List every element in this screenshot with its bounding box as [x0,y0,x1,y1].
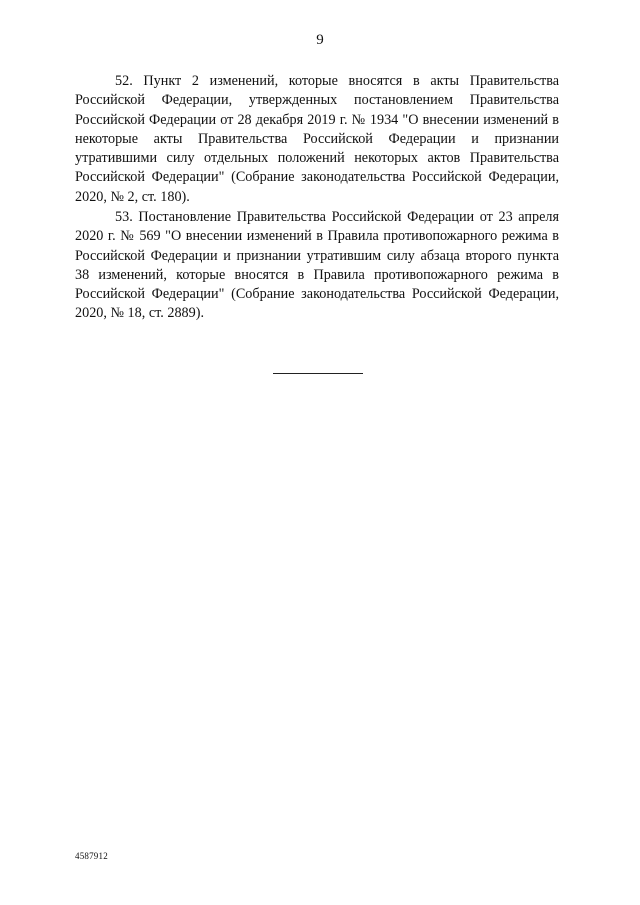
end-divider [273,373,363,374]
page-number: 9 [316,32,324,48]
paragraph-item-53: 53. Постановление Правительства Российской Федерации от 23 апреля 2020 г. № 569 "О внесении изменений в Правила противопожарного режима в Российской Федерации и признании утратившим силу абзаца второго пункта 38 изменений, которые вносятся в Правила противопожарного режима в Российской Федерации" (Собрание законодательства Российской Федерации, 2020, № 18, ст. 2889). [75,209,559,322]
paragraph-item-52: 52. Пункт 2 изменений, которые вносятся в акты Правительства Российской Федерации, утвержденных постановлением Правительства Российской Федерации от 28 декабря 2019 г. № 1934 "О внесении изменений в некоторые акты Правительства Российской Федерации и признании утратившими силу отдельных положений некоторых актов Правительства Российской Федерации" (Собрание законодательства Российской Федерации, 2020, № 2, ст. 180). [75,73,559,205]
document-id: 4587912 [75,851,108,861]
